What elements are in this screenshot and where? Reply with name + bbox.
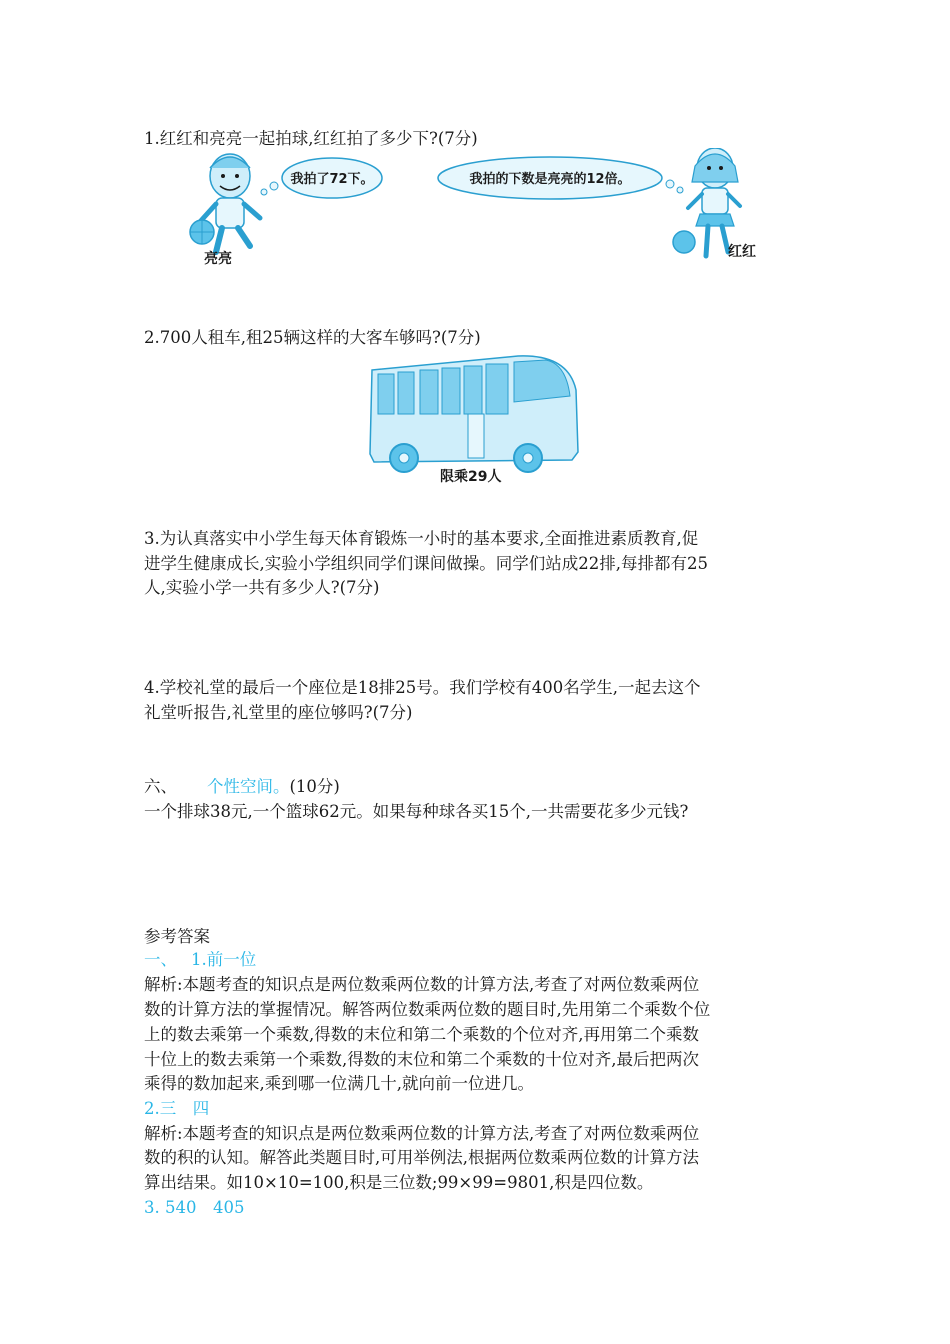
answers-heading: 参考答案 xyxy=(144,927,210,946)
answer-1-value: 1.前一位 xyxy=(191,950,257,969)
answer-1-line-2: 数的计算方法的掌握情况。解答两位数乘两位数的题目时,先用第二个乘数个位 xyxy=(144,1000,711,1019)
answer-2-line-2: 数的积的认知。解答此类题目时,可用举例法,根据两位数乘两位数的计算方法 xyxy=(144,1148,699,1167)
speech-bubble-left-text: 我拍了72下。 xyxy=(290,172,374,187)
answer-2-line-1: 解析:本题考查的知识点是两位数乘两位数的计算方法,考查了对两位数乘两位 xyxy=(144,1124,700,1143)
boy-figure xyxy=(190,154,260,252)
answer-1-line-3: 上的数去乘第一个乘数,得数的末位和第二个乘数的个位对齐,再用第二个乘数 xyxy=(144,1025,699,1044)
section-6-score: (10分) xyxy=(289,777,340,796)
answer-1-line-1: 解析:本题考查的知识点是两位数乘两位数的计算方法,考查了对两位数乘两位 xyxy=(144,975,700,994)
question-4-line-2: 礼堂听报告,礼堂里的座位够吗?(7分) xyxy=(144,703,413,722)
question-3-line-3: 人,实验小学一共有多少人?(7分) xyxy=(144,578,380,597)
section-6-number: 六、 xyxy=(144,777,177,796)
answer-2-line-3: 算出结果。如10×10=100,积是三位数;99×99=9801,积是四位数。 xyxy=(144,1173,654,1192)
speech-bubble-right-text: 我拍的下数是亮亮的12倍。 xyxy=(469,172,631,187)
section-6-heading xyxy=(144,774,340,799)
question-2-text: 2.700人租车,租25辆这样的大客车够吗?(7分) xyxy=(144,328,481,347)
basketball-illustration xyxy=(180,148,780,272)
answer-1-line-4: 十位上的数去乘第一个乘数,得数的末位和第二个乘数的十位对齐,最后把两次 xyxy=(144,1050,699,1069)
answer-2-label: 2.三 四 xyxy=(144,1099,210,1118)
bus-illustration xyxy=(368,350,582,490)
bus-caption: 限乘29人 xyxy=(440,469,502,485)
section-6-title: 个性空间。 xyxy=(207,777,290,796)
question-4-line-1: 4.学校礼堂的最后一个座位是18排25号。我们学校有400名学生,一起去这个 xyxy=(144,678,701,697)
answer-1-prefix: 一、 xyxy=(144,950,177,969)
answer-3-label: 3. 540 405 xyxy=(144,1198,245,1217)
question-3-line-2: 进学生健康成长,实验小学组织同学们课间做操。同学们站成22排,每排都有25 xyxy=(144,554,708,573)
girl-figure xyxy=(673,148,740,256)
section-6-question: 一个排球38元,一个篮球62元。如果每种球各买15个,一共需要花多少元钱? xyxy=(144,802,689,821)
question-1-text: 1.红红和亮亮一起拍球,红红拍了多少下?(7分) xyxy=(144,129,478,148)
answer-1-label xyxy=(144,947,256,972)
answer-1-line-5: 乘得的数加起来,乘到哪一位满几十,就向前一位进几。 xyxy=(144,1074,534,1093)
boy-label: 亮亮 xyxy=(204,251,232,267)
girl-label: 红红 xyxy=(728,244,756,260)
question-3-line-1: 3.为认真落实中小学生每天体育锻炼一小时的基本要求,全面推进素质教育,促 xyxy=(144,529,699,548)
